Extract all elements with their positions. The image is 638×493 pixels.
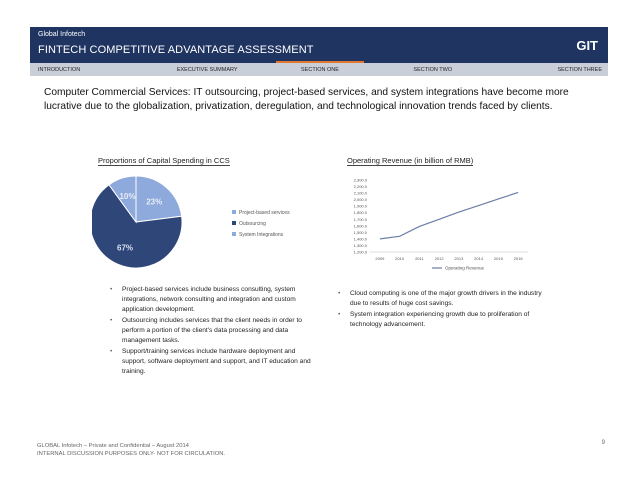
bullet-icon: •	[110, 348, 113, 355]
tab-section-one[interactable]: SECTION ONE	[264, 63, 377, 76]
x-tick-label: 2011	[415, 256, 424, 261]
y-tick-label: 1,400.0	[353, 236, 367, 242]
pie-chart	[92, 170, 312, 270]
x-tick-label: 2009	[375, 256, 385, 261]
legend-swatch	[232, 221, 236, 225]
footer-confidential: GLOBAL Infotech – Private and Confidential – August 2014	[37, 443, 189, 449]
pie-data-label: 23%	[146, 197, 163, 207]
x-tick-label: 2010	[395, 256, 405, 261]
bullet-list-left	[110, 285, 318, 378]
x-tick-label: 2012	[434, 256, 444, 261]
tab-introduction[interactable]: INTRODUCTION	[38, 66, 81, 73]
list-item	[110, 285, 318, 315]
legend-swatch	[232, 210, 236, 214]
legend-label: Project-based services	[239, 210, 290, 216]
series-line-operating-revenue	[380, 192, 518, 238]
bullet-text: Outsourcing includes services that the client needs in order to perform a portion of the client's data processing and data management tasks.	[122, 317, 302, 344]
bullet-text: System integration experiencing growth due to proliferation of technology advancement.	[350, 311, 530, 328]
y-tick-label: 2,100.0	[353, 190, 367, 196]
bullet-icon: •	[338, 290, 341, 297]
x-tick-label: 2015	[493, 256, 503, 261]
list-item	[110, 347, 318, 377]
y-tick-label: 1,600.0	[353, 223, 367, 229]
y-tick-label: 1,500.0	[353, 229, 367, 235]
section-nav	[30, 63, 608, 76]
bullet-text: Project-based services include business consulting, system integrations, network consulting and integration and custom application development.	[122, 286, 296, 313]
bullet-icon: •	[110, 317, 113, 324]
intro-paragraph: Computer Commercial Services: IT outsourcing, project-based services, and system integrations have become more lucrative due to the globalization, privatization, deregulation, and technological innovation trends faced by clients.	[44, 87, 569, 112]
tab-executive-summary[interactable]: EXECUTIVE SUMMARY	[176, 66, 238, 73]
legend-label: Operating Revenue	[445, 265, 485, 271]
list-item	[338, 310, 552, 330]
line-chart-title: Operating Revenue (in billion of RMB)	[347, 156, 474, 165]
slide-header	[30, 27, 608, 63]
x-tick-label: 2014	[474, 256, 484, 261]
bullet-text: Cloud computing is one of the major growth drivers in the industry due to results of huge cost savings.	[350, 290, 542, 307]
pie-data-label: 10%	[119, 191, 136, 201]
legend-label: Outsourcing	[239, 221, 266, 227]
y-tick-label: 2,200.0	[353, 184, 367, 190]
tab-section-three[interactable]: SECTION THREE	[557, 66, 602, 73]
y-tick-label: 1,700.0	[353, 216, 367, 222]
footer	[37, 442, 225, 458]
pie-chart-title: Proportions of Capital Spending in CCS	[98, 156, 230, 165]
slide-title: FINTECH COMPETITIVE ADVANTAGE ASSESSMENT	[38, 44, 314, 56]
footer-disclaimer: INTERNAL DISCUSSION PURPOSES ONLY- NOT FOR CIRCULATION.	[37, 451, 225, 457]
tab-section-two[interactable]: SECTION TWO	[413, 66, 453, 73]
y-tick-label: 2,000.0	[353, 197, 367, 203]
page-number: 9	[601, 440, 605, 446]
chart-title-underline	[98, 165, 230, 166]
chart-title-underline	[347, 165, 473, 166]
legend-label: System Integrations	[239, 232, 284, 238]
y-tick-label: 1,300.0	[353, 242, 367, 248]
line-chart	[340, 170, 540, 276]
list-item	[338, 289, 552, 309]
x-tick-label: 2013	[454, 256, 464, 261]
list-item	[110, 316, 318, 346]
y-tick-label: 1,900.0	[353, 203, 367, 209]
pie-data-label: 67%	[117, 243, 134, 253]
y-tick-label: 1,800.0	[353, 210, 367, 216]
bullet-icon: •	[110, 286, 113, 293]
bullet-list-right	[338, 289, 552, 331]
y-tick-label: 2,300.0	[353, 177, 367, 183]
y-tick-label: 1,200.0	[353, 249, 367, 255]
x-tick-label: 2016	[513, 256, 523, 261]
company-name: Global Infotech	[38, 31, 86, 38]
company-logo: GIT	[576, 38, 598, 53]
legend-swatch	[232, 232, 236, 236]
bullet-text: Support/training services include hardware deployment and support, software deployment and support, and IT education and training.	[122, 348, 311, 375]
bullet-icon: •	[338, 311, 341, 318]
